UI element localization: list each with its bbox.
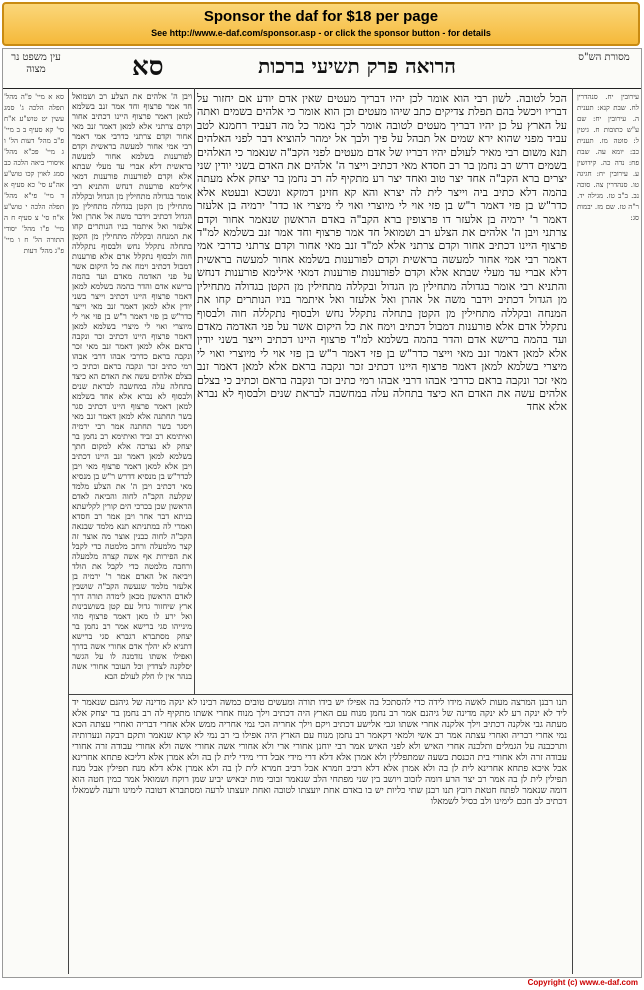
margin-divider-left — [68, 88, 69, 974]
copyright-notice[interactable]: Copyright (c) www.e-daf.com — [527, 978, 638, 987]
masoret-label: מסורת הש"ס — [578, 52, 630, 63]
section-divider — [68, 694, 572, 695]
gemara-bottom-block: תנו רבנן המרצה מעות לאשה מידו לידה כדי להסתכל בה אפילו יש בידו תורה ומעשים טובים כמשה רבינו לא ינקה מדינה של גיהנם שנאמר יד ליד לא ינקה רע לא ינקה מדינה של גיהנם אמר רב נחמן מנוח עם הארץ היה דכתיב וילך מנוח אחרי אשתו מתקיף לה רב נחמן בר יצחק אלא מעתה גבי אלקנה דכתיב וילך אלקנה אחרי אשתו וגבי אלישע דכתיב ויקם וילך אחריה הכי נמי אחריה ממש אלא אחרי דבריה ואחרי עצתה הכא נמי אחרי דבריה ואחרי עצתה אמר רב אשי ולמאי דקאמר רב נחמן מנוח עם הארץ היה אפילו בי רב נמי לא קרא שנאמר ותקם רבקה ונערותיה ותרכבנה על הגמלים ותלכנה אחרי האיש ולא לפני האיש אמר רבי יוחנן אחורי ארי ולא אחורי אשה אחורי אשה ולא אחורי עבודה זרה אחורי עבודה זרה ולא אחורי בית הכנסת בשעה שמתפללין ולא אמרן אלא דלא דרי מידי אבל דרי מידי לית לן בה ולא אמרן אלא דליכא פתחא אחרינא אבל איכא פתחא אחרינא לית לן בה ולא אמרן אלא דלא רכיב חמרא אבל רכיב חמרא לית לן בה ולא אמרן אלא דלא מנח תפילין אבל מנח תפילין לית לן בה אמר רב יצר הרע דומה לזבוב ויושב בין שני מפתחי הלב שנאמר זבובי מות יבאיש יביע שמן רוקח ושמואל אמר כמין חטה הוא דומה שנאמר לפתח חטאת רובץ תנו רבנן שתי כליות יש בו באדם אחת יועצתו לטובה ואחת יועצתו לרעה ומסתברא דטובה לימינו ורעה לשמאלו דכתיב לב חכם לימינו ולב כסיל לשמאלו — [72, 698, 567, 807]
masoret-hashas-column: עירובין יח. סנהדרין לח. שבת קנא: תענית ה. עירובין יח: שם ע"ש כתובות ח. גיטין ל: סוטה מז. תענית כב: יומא עה. שבת פח: נדה כה. קידושין ע. עירובין יח: חגיגה טו. סנהדרין צה. סוכה נב. ב"ב טז. מגילה יד. ר"ה טז. שם מז. יבמות סג: — [577, 93, 639, 222]
ein-mishpat-column: סא א מיי' פ"ה מהל' תפלה הלכה ג' סמג עשין יט טוש"ע א"ח סי' קא סעיף ב ב מיי' פ"ב מהל' דעות הל' ו ג מיי' פכ"א מהל' איסורי ביאה הלכה כב סמג לאוין קכו טוש"ע אה"ע סי' כא סעיף א ד מיי' פי"א מהל' תפלה הלכה י טוש"ע א"ח סי' צ סעיף ח ה מיי' פ"ו מהל' יסודי התורה הל' ח ו מיי' פ"ג מהל' דעות — [4, 93, 64, 255]
ein-mishpat-label: עין משפט נר מצוה — [11, 52, 61, 75]
sponsor-subtitle[interactable]: See http://www.e-daf.com/sponsor.asp - or click the sponsor button - for details — [151, 28, 491, 38]
page-number: סא — [132, 52, 164, 82]
talmud-page — [2, 48, 642, 978]
sponsor-banner[interactable] — [2, 2, 640, 46]
rashi-column: הכל לטובה. לשון רבי הוא אומר לכן יהיו דבריך מעטים שאין אדם יודע אם יחזור על דבריו ויכשל בהם תפלת צדיקים כתב שיהו מעטים וכן הוא אומר כי אלהים בשמים ואתה על הארץ על כן יהיו דבריך מעטים לטובה אומר לכך נאמר כל מה דעביד רחמנא לטב עביד מפני שהוא ירא שמים אל תבהל על פיך ולבך אל ימהר להוציא דבר לפני האלהים תנא משום רבי מאיר לעולם יהיו דבריו של אדם מעטים לפני הקב"ה שנאמר כי האלהים בשמים דרש רב נחמן בר רב חסדא מאי דכתיב וייצר ה' אלהים את האדם בשני יודין שני יצרים ברא הקב"ה אחד יצר טוב ואחד יצר רע מתקיף לה רב נחמן בר יצחק אלא מעתה בהמה דלא כתיב ביה וייצר לית לה יצרא והא קא חזינן דמזקא ונשכא ובעטא אלא כדר"ש בן פזי דאמר ר"ש בן פזי אוי לי מיוצרי ואוי לי מיצרי או כדר' ירמיה בן אלעזר דאמר ר' ירמיה בן אלעזר דו פרצופין ברא הקב"ה באדם הראשון שנאמר אחור וקדם צרתני ויבן ה' אלהים את הצלע רב ושמואל חד אמר פרצוף וחד אמר זנב בשלמא למ"ד פרצוף היינו דכתיב אחור וקדם צרתני אלא למ"ד זנב מאי אחור וקדם צרתני כדרבי אמי דאמר רבי אמי אחור למעשה בראשית וקדם לפורענות בשלמא אחור למעשה בראשית דלא אברי עד מעלי שבתא אלא וקדם לפורענות פורענות דמאי אילימא פורענות דנחש והתניא רבי אומר בגדולה מתחילין מן הגדול ובקללה מתחילין מן הקטן בגדולה מתחילין מן הגדול דכתיב וידבר משה אל אהרן ואל אלעזר ואל איתמר בניו הנותרים קחו את המנחה ובקללה מתחילין מן הקטן בתחלה נתקלל נחש ולבסוף נתקללה חוה ולבסוף נתקלל אדם אלא פורענות דמבול דכתיב וימח את כל היקום אשר על פני האדמה מאדם ועד בהמה ברישא אדם והדר בהמה בשלמא למ"ד פרצוף היינו דכתיב וייצר בשני יודין אלא למאן דאמר זנב מאי וייצר כדר"ש בן פזי דאמר ר"ש בן פזי אוי לי מיוצרי ואוי לי מיצרי בשלמא למאן דאמר פרצוף היינו דכתיב זכר ונקבה בראם אלא למאן דאמר זנב מאי זכר ונקבה בראם כדרבי אבהו דרבי אבהו רמי כתיב זכר ונקבה בראם וכתיב כי בצלם אלהים עשה את האדם הא כיצד בתחלה עלה במחשבה לבראת שנים ולבסוף לא נברא אלא אחד — [197, 92, 567, 414]
sponsor-title[interactable]: Sponsor the daf for $18 per page — [203, 8, 439, 25]
page-header — [2, 48, 642, 89]
tosafot-column: ויבן ה' אלהים את הצלע רב ושמואל חד אמר פרצוף וחד אמר זנב בשלמא למאן דאמר פרצוף היינו דכתיב אחור וקדם צרתני אלא למאן דאמר זנב מאי אחור וקדם צרתני כדרבי אמי דאמר רבי אמי אחור למעשה בראשית וקדם לפורענות בשלמא אחור למעשה בראשית דלא אברי עד מעלי שבתא אלא וקדם לפורענות פורענות דמאי אילימא פורענות דנחש והתניא רבי אומר בגדולה מתחילין מן הגדול ובקללה מתחילין מן הקטן בגדולה מתחילין מן הגדול דכתיב וידבר משה אל אהרן ואל אלעזר ואל איתמר בניו הנותרים קחו את המנחה ובקללה מתחילין מן הקטן בתחלה נתקלל נחש ולבסוף נתקללה חוה ולבסוף נתקלל אדם אלא פורענות דמבול דכתיב וימח את כל היקום אשר על פני האדמה מאדם ועד בהמה ברישא אדם והדר בהמה בשלמא למאן דאמר פרצוף היינו דכתיב וייצר בשני יודין אלא למאן דאמר זנב מאי וייצר כדר"ש בן פזי דאמר ר"ש בן פזי אוי לי מיוצרי ואוי לי מיצרי בשלמא למאן דאמר פרצוף היינו דכתיב זכר ונקבה בראם אלא למאן דאמר זנב מאי זכר ונקבה בראם כדרבי אבהו דרבי אבהו רמי כתיב זכר ונקבה בראם וכתיב כי בצלם אלהים עשה את האדם הא כיצד בתחלה עלה במחשבה לבראת שנים ולבסוף לא נברא אלא אחד בשלמא למאן דאמר פרצוף היינו דכתיב סגר בשר תחתנה אלא למאן דאמר זנב מאי ויסגר בשר תחתנה אמר רבי ירמיה ואיתימא רב זביד ואיתימא רב נחמן בר יצחק לא נצרכה אלא למקום חתך בשלמא למאן דאמר זנב היינו דכתיב ויבן אלא למאן דאמר פרצוף מאי ויבן לכדר"ש בן מנסיא דדרש ר"ש בן מנסיא מאי דכתיב ויבן ה' את הצלע מלמד שקלעה הקב"ה לחוה והביאה לאדם הראשון שכן בכרכי הים קורין לקליעתא בניתא דבר אחר ויבן אמר רב חסדא ואמרי לה במתניתא תנא מלמד שבנאה הקב"ה לחוה כבנין אוצר מה אוצר זה קצר מלמעלה ורחב מלמטה כדי לקבל את הפירות אף אשה קצרה מלמעלה ורחבה מלמטה כדי לקבל את הולד ויביאה אל האדם אמר ר' ירמיה בן אלעזר מלמד שנעשה הקב"ה שושבין לאדם הראשון מכאן לימדה תורה דרך ארץ שיחזור גדול עם קטן בשושבינות ואל ירע לו מאן דאמר פרצוף מהי מינייהו סגי ברישא אמר רב נחמן בר יצחק מסתברא דגברא סגי ברישא דתניא לא יהלך אדם אחורי אשה בדרך ואפילו אשתו נזדמנה לו על הגשר יסלקנה לצדדין וכל העובר אחורי אשה בנהר אין לו חלק לעולם הבא — [72, 92, 192, 681]
column-divider — [194, 88, 195, 694]
page-title: הרואה פרק תשיעי ברכות — [258, 54, 456, 78]
margin-divider-right — [572, 88, 573, 974]
